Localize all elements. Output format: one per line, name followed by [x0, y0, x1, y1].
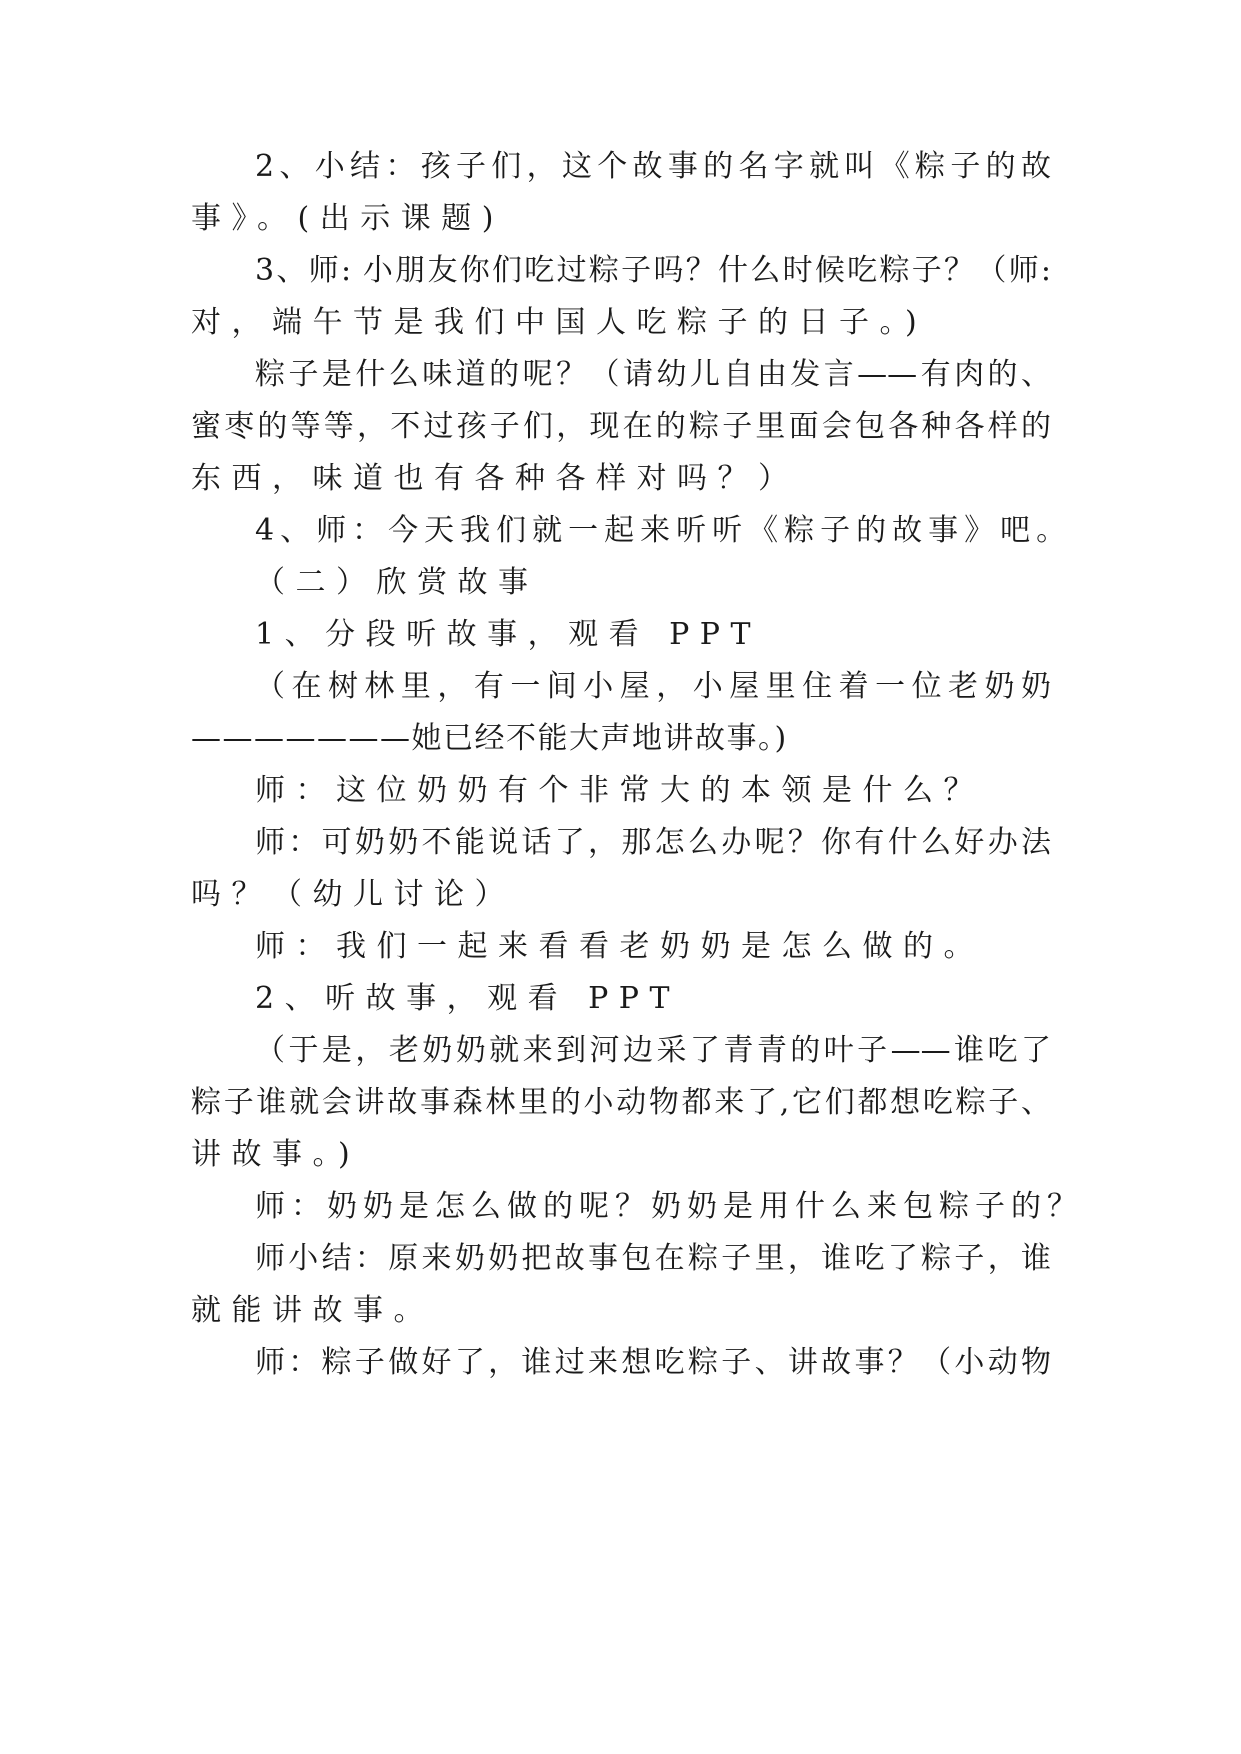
- paragraph-line: 师：粽子做好了，谁过来想吃粽子、讲故事？（小动物: [255, 1345, 1051, 1380]
- paragraph-line: 师：这位奶奶有个非常大的本领是什么？: [255, 773, 984, 808]
- paragraph-line: 3、师: 小朋友你们吃过粽子吗？什么时候吃粽子？（师:: [255, 253, 1051, 288]
- paragraph-line: （于是，老奶奶就来到河边采了青青的叶子——谁吃了: [255, 1033, 1051, 1068]
- paragraph-line: 1、分段听故事，观看 PPT: [255, 617, 762, 652]
- paragraph-line: 师：奶奶是怎么做的呢？奶奶是用什么来包粽子的？: [255, 1189, 1083, 1224]
- paragraph-line: 讲故事。): [191, 1137, 361, 1172]
- paragraph-line: 对，端午节是我们中国人吃粽子的日子。): [191, 305, 928, 340]
- paragraph-line: 吗？（幼儿讨论）: [191, 877, 515, 912]
- paragraph-line: 2、听故事，观看 PPT: [255, 981, 681, 1016]
- paragraph-line: 师：我们一起来看看老奶奶是怎么做的。: [255, 929, 984, 964]
- paragraph-line: 东西，味道也有各种各样对吗？）: [191, 461, 799, 496]
- paragraph-line: 蜜枣的等等，不过孩子们，现在的粽子里面会包各种各样的: [191, 409, 1051, 444]
- paragraph-line: 事》。(出示课题): [191, 201, 504, 236]
- paragraph-line: 师：可奶奶不能说话了，那怎么办呢？你有什么好办法: [255, 825, 1051, 860]
- paragraph-line: 就能讲故事。: [191, 1293, 434, 1328]
- paragraph-line: 粽子谁就会讲故事森林里的小动物都来了,它们都想吃粽子、: [191, 1085, 1051, 1120]
- paragraph-line: 2、小结：孩子们，这个故事的名字就叫《粽子的故: [255, 149, 1051, 184]
- section-heading: （二）欣赏故事: [255, 565, 539, 600]
- paragraph-line: 粽子是什么味道的呢？（请幼儿自由发言——有肉的、: [255, 357, 1051, 392]
- paragraph-line: 4、师：今天我们就一起来听听《粽子的故事》吧。: [255, 513, 1073, 548]
- paragraph-line: 师小结：原来奶奶把故事包在粽子里，谁吃了粽子，谁: [255, 1241, 1051, 1276]
- paragraph-line: ———————她已经不能大声地讲故事。): [191, 721, 788, 756]
- paragraph-line: （在树林里，有一间小屋，小屋里住着一位老奶奶: [255, 669, 1051, 704]
